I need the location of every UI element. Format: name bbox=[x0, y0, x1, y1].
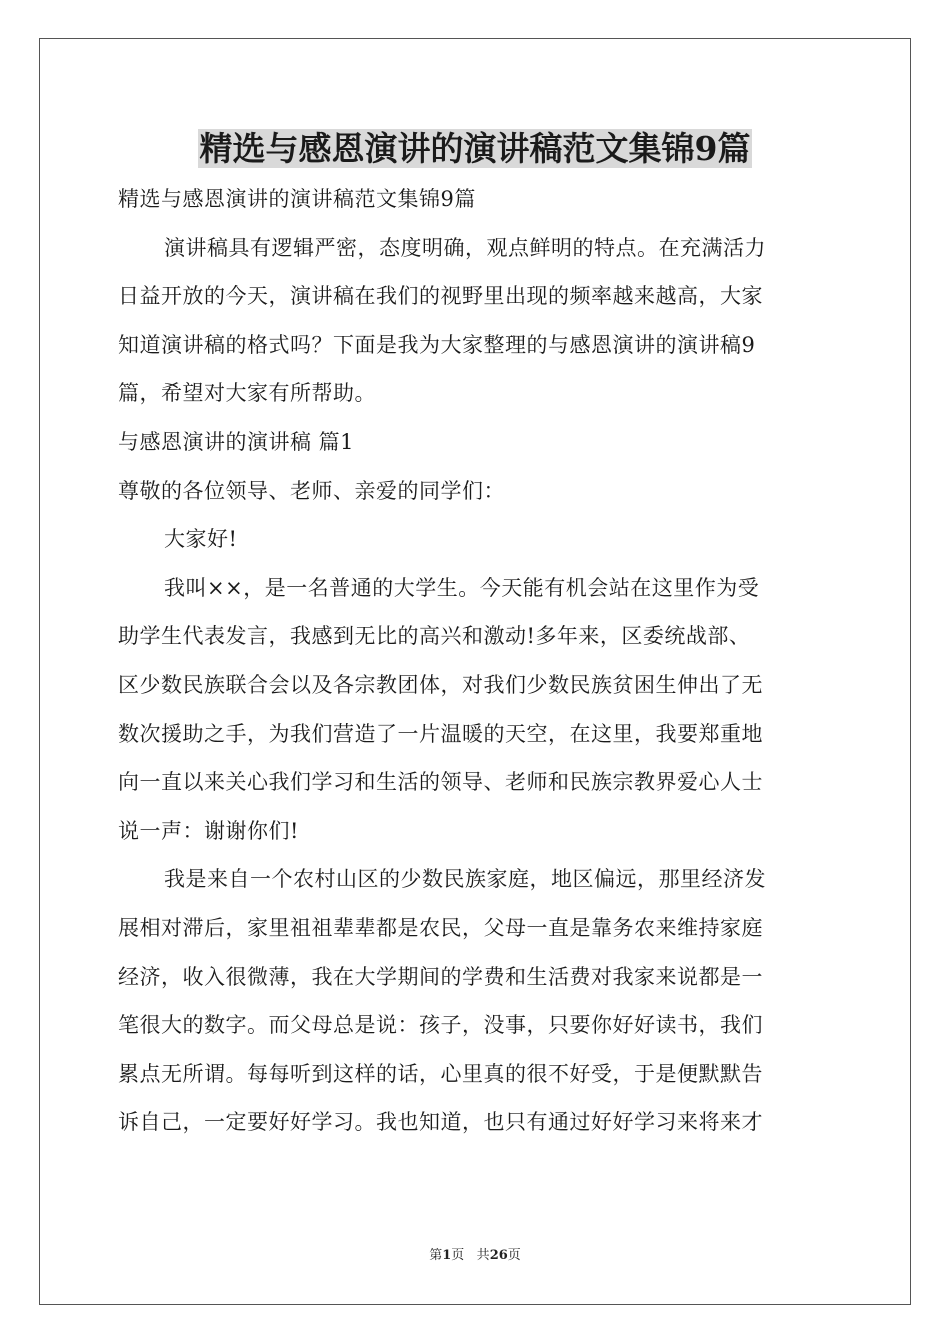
text-line: 助学生代表发言，我感到无比的高兴和激动!多年来，区委统战部、 bbox=[118, 624, 751, 649]
text-line: 数次援助之手，为我们营造了一片温暖的天空，在这里，我要郑重地 bbox=[118, 721, 763, 746]
text-line: 我叫××，是一名普通的大学生。今天能有机会站在这里作为受 bbox=[164, 575, 760, 600]
document-body bbox=[118, 175, 832, 1147]
text-line: 日益开放的今天，演讲稿在我们的视野里出现的频率越来越高，大家 bbox=[118, 284, 763, 309]
document-title-text: 精选与感恩演讲的演讲稿范文集锦9篇 bbox=[199, 129, 751, 168]
text-line: 篇，希望对大家有所帮助。 bbox=[118, 381, 376, 406]
footer-total-suffix: 页 bbox=[507, 1248, 521, 1263]
footer-page-suffix: 页 bbox=[451, 1248, 465, 1263]
text-line: 尊敬的各位领导、老师、亲爱的同学们： bbox=[118, 478, 505, 503]
text-line: 经济，收入很微薄，我在大学期间的学费和生活费对我家来说都是一 bbox=[118, 964, 763, 989]
text-line: 笔很大的数字。而父母总是说：孩子，没事，只要你好好读书，我们 bbox=[118, 1013, 763, 1038]
text-line: 说一声：谢谢你们! bbox=[118, 818, 299, 843]
text-line: 演讲稿具有逻辑严密，态度明确，观点鲜明的特点。在充满活力 bbox=[164, 235, 766, 260]
footer-total-prefix: 共 bbox=[476, 1248, 490, 1263]
text-line: 与感恩演讲的演讲稿 篇1 bbox=[118, 429, 355, 454]
footer-page-number: 1 bbox=[442, 1248, 452, 1263]
document-title bbox=[0, 124, 950, 174]
text-line: 展相对滞后，家里祖祖辈辈都是农民，父母一直是靠务农来维持家庭 bbox=[118, 915, 763, 940]
text-line: 大家好! bbox=[164, 527, 238, 552]
text-line: 累点无所谓。每每听到这样的话，心里真的很不好受，于是便默默告 bbox=[118, 1061, 763, 1086]
text-line: 我是来自一个农村山区的少数民族家庭，地区偏远，那里经济发 bbox=[164, 867, 766, 892]
text-line: 精选与感恩演讲的演讲稿范文集锦9篇 bbox=[118, 187, 476, 211]
text-line: 区少数民族联合会以及各宗教团体，对我们少数民族贫困生伸出了无 bbox=[118, 672, 763, 697]
text-line: 向一直以来关心我们学习和生活的领导、老师和民族宗教界爱心人士 bbox=[118, 770, 763, 795]
page-footer bbox=[0, 1244, 950, 1263]
text-line: 知道演讲稿的格式吗？下面是我为大家整理的与感恩演讲的演讲稿9 bbox=[118, 332, 756, 357]
footer-page-prefix: 第 bbox=[429, 1248, 443, 1263]
footer-total-pages: 26 bbox=[489, 1248, 508, 1263]
text-line: 诉自己，一定要好好学习。我也知道，也只有通过好好学习来将来才 bbox=[118, 1110, 763, 1135]
